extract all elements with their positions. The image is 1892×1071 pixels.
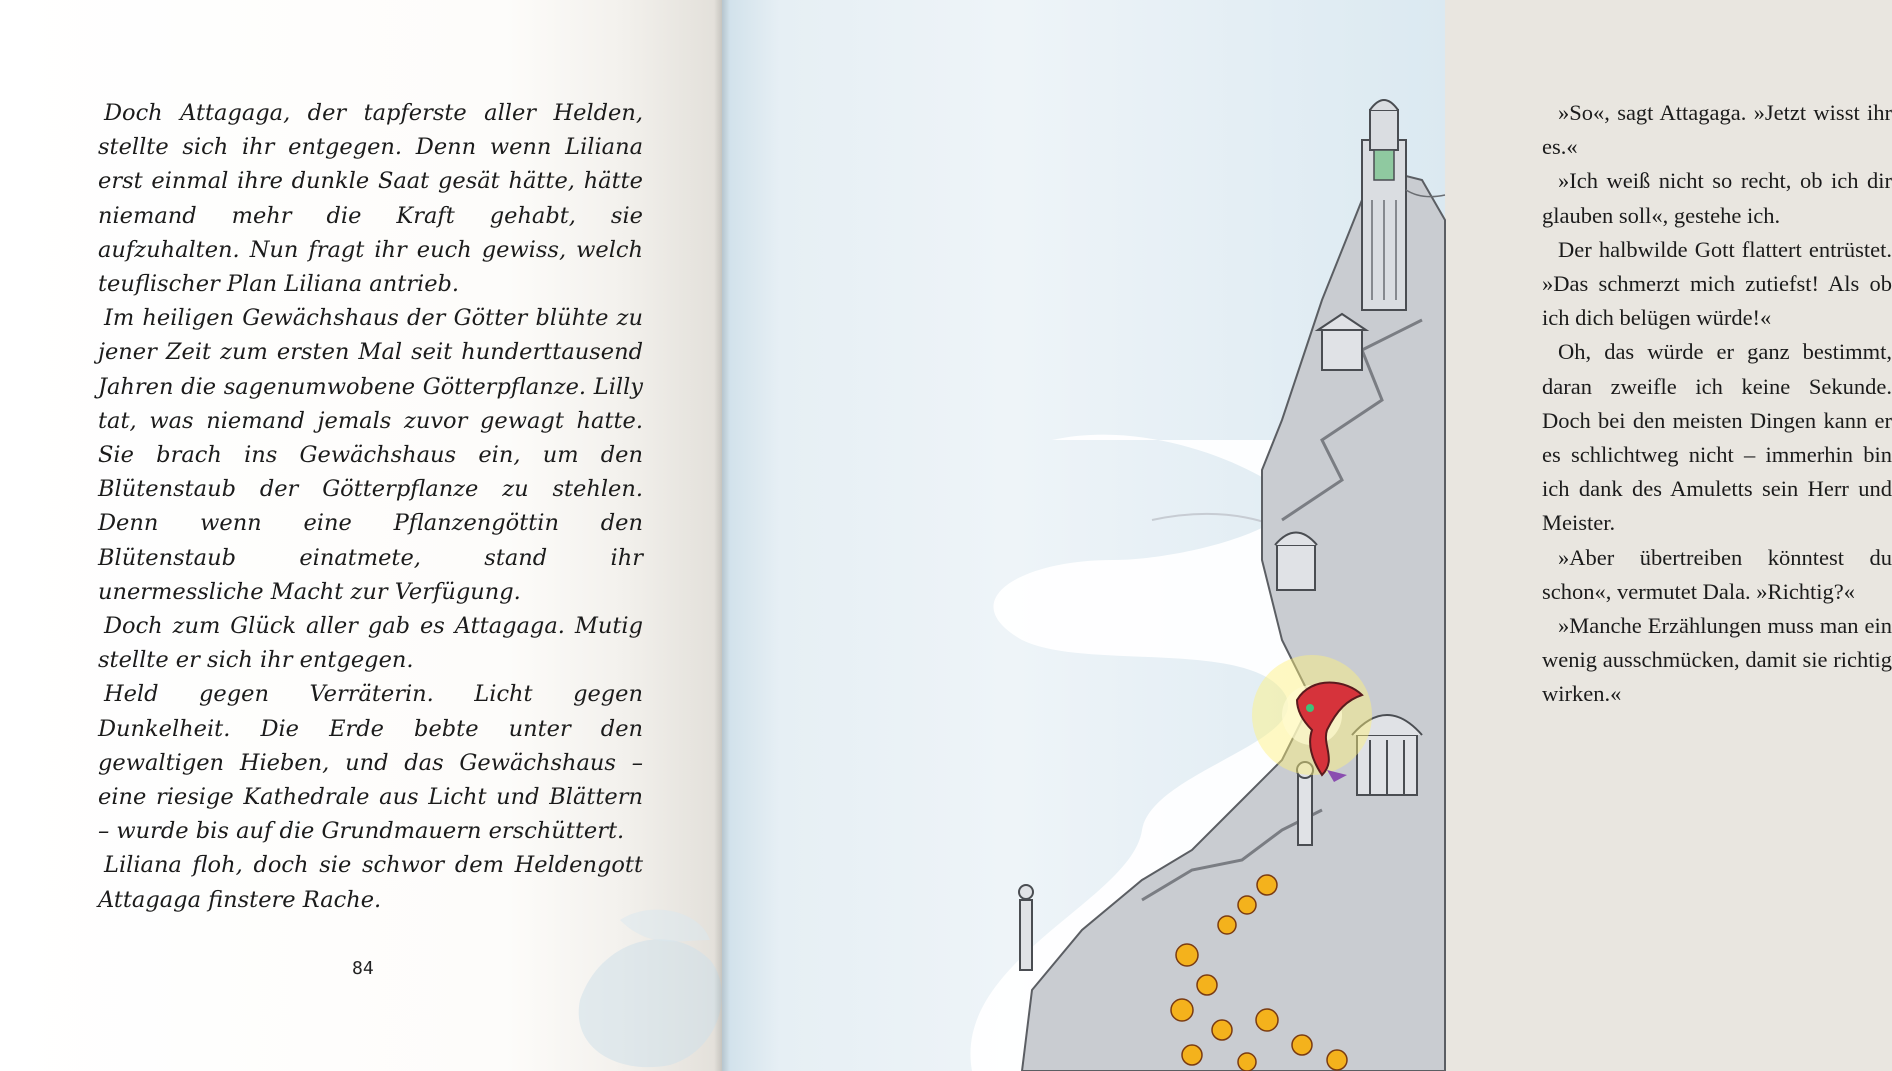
left-page [0,0,722,1071]
temple-middle [1275,533,1317,591]
dialogue-paragraph-3: Der halbwilde Gott flattert entrüstet. »Das schmerzt mich zutiefst! Als ob ich dich belügen würde!« [1542,236,1892,331]
right-page [722,0,1892,1071]
handwritten-story [98,96,643,917]
dialogue-paragraph-6: »Manche Erzählungen muss man ein wenig ausschmücken, damit sie richtig wirken.« [1542,613,1892,707]
tower-illustration [722,0,1445,1071]
dialogue-paragraph-1: »So«, sagt Attagaga. »Jetzt wisst ihr es.« [1542,100,1892,160]
dialogue-paragraph-5: »Aber übertreiben könntest du schon«, vermutet Dala. »Richtig?« [1542,544,1892,604]
story-paragraph-2: Im heiligen Gewächshaus der Götter blühte zu jener Zeit zum ersten Mal seit hunderttausend Jahren die sagenumwobene Götterpflanze. Lilly tat, was niemand jemals zuvor gewagt hatte. Sie brach ins Gewächshaus ein, um den Blütenstaub der Götterpflanze zu stehlen. Denn wenn eine Pflanzengöttin den Blütenstaub einatmete, stand ihr unermessliche Macht zur Verfügung. [98,305,643,605]
page-number: 84 [352,958,374,979]
dialogue-paragraph-2: »Ich weiß nicht so recht, ob ich dir glauben soll«, gestehe ich. [1542,168,1892,228]
dialogue-paragraph-4: Oh, das würde er ganz bestimmt, daran zweifle ich keine Sekunde. Doch bei den meisten Dingen kann er es schlichtweg nicht – immerhin bin ich dank des Amuletts sein Herr und Meister. [1542,339,1892,536]
story-paragraph-1: Doch Attagaga, der tapferste aller Helden, stellte sich ihr entgegen. Denn wenn Liliana erst einmal ihre dunkle Saat gesät hätte, hätte niemand mehr die Kraft gehabt, sie aufzuhalten. Nun fragt ihr euch gewiss, welch teuflischer Plan Liliana antrieb. [98,100,643,298]
story-paragraph-3: Doch zum Glück aller gab es Attagaga. Mutig stellte er sich ihr entgegen. [98,613,643,674]
printed-story [1542,96,1892,712]
story-paragraph-5: Liliana floh, doch sie schwor dem Heldengott Attagaga finstere Rache. [98,852,643,913]
story-paragraph-4: Held gegen Verräterin. Licht gegen Dunkelheit. Die Erde bebte unter den gewaltigen Hieben, und das Gewächshaus – eine riesige Kathedrale aus Licht und Blättern – wurde bis auf die Grundmauern erschüttert. [98,681,643,845]
